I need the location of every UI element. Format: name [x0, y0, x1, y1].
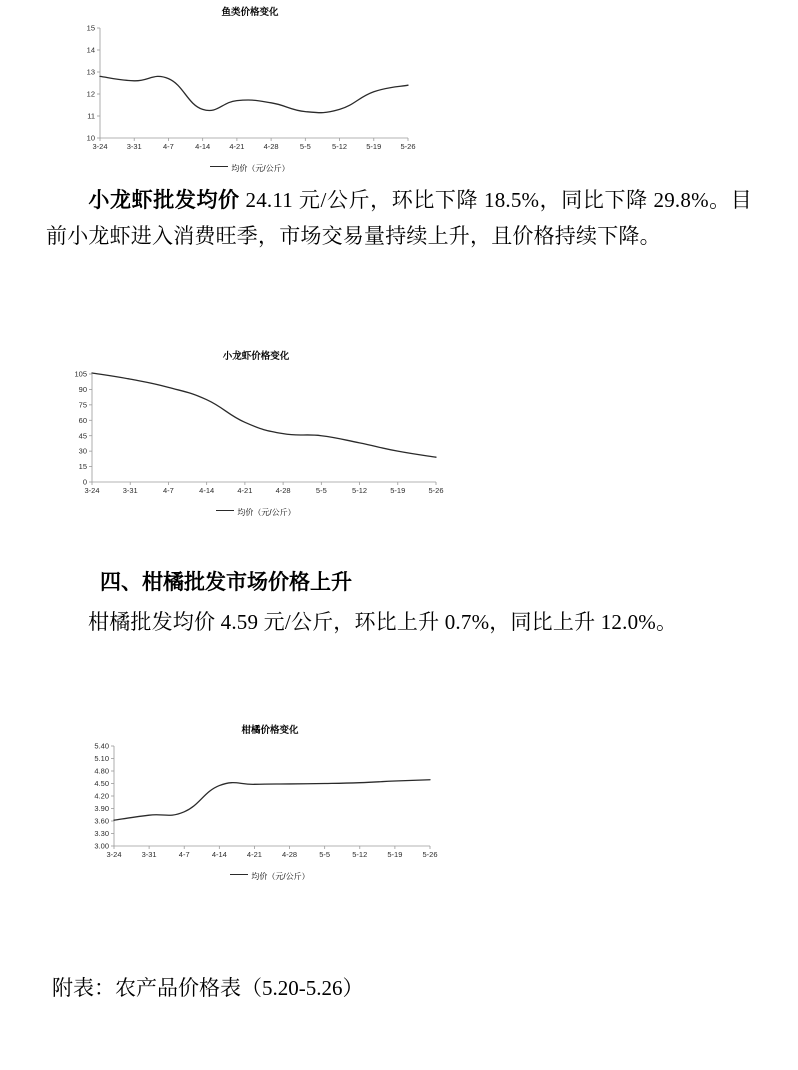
svg-text:3-24: 3-24 — [92, 142, 108, 151]
svg-text:12: 12 — [86, 89, 95, 99]
chart-legend — [46, 507, 466, 518]
paragraph-crayfish — [46, 182, 752, 254]
svg-text:5-26: 5-26 — [422, 850, 438, 859]
svg-text:90: 90 — [78, 385, 87, 395]
svg-text:4-14: 4-14 — [211, 850, 227, 859]
legend-line-swatch — [210, 166, 228, 167]
chart-citrus-price — [70, 722, 470, 882]
chart-plot-area — [46, 364, 466, 504]
svg-text:75: 75 — [78, 400, 87, 410]
svg-text:3-24: 3-24 — [84, 486, 100, 495]
chart-crayfish-price — [46, 348, 466, 518]
legend-label: 均价（元/公斤） — [237, 508, 296, 517]
svg-text:5-5: 5-5 — [319, 850, 331, 859]
chart-legend — [60, 163, 440, 174]
legend-label: 均价（元/公斤） — [231, 164, 290, 173]
svg-text:5-5: 5-5 — [299, 142, 311, 151]
svg-text:45: 45 — [78, 431, 87, 441]
svg-text:3.30: 3.30 — [94, 829, 109, 839]
svg-text:14: 14 — [86, 45, 95, 55]
chart-svg — [46, 364, 466, 504]
legend-label: 均价（元/公斤） — [251, 872, 310, 881]
svg-text:4-7: 4-7 — [178, 850, 190, 859]
paragraph-body-crayfish: 24.11 元/公斤，环比下降 18.5%，同比下降 29.8%。目前小龙虾进入消费旺季，市场交易量持续上升，且价格持续下降。 — [46, 188, 752, 248]
svg-text:4-28: 4-28 — [282, 850, 298, 859]
svg-text:4-21: 4-21 — [246, 850, 262, 859]
svg-text:5.10: 5.10 — [94, 754, 109, 764]
chart-title: 柑橘价格变化 — [241, 725, 299, 736]
svg-text:5-5: 5-5 — [315, 486, 327, 495]
attachment-note: 附表：农产品价格表（5.20-5.26） — [52, 976, 364, 1000]
svg-text:5.40: 5.40 — [94, 741, 109, 751]
svg-text:15: 15 — [86, 23, 95, 33]
svg-text:4-7: 4-7 — [163, 142, 174, 151]
svg-text:4.20: 4.20 — [94, 791, 109, 801]
svg-text:4-21: 4-21 — [229, 142, 245, 151]
chart-svg — [70, 738, 470, 868]
svg-text:5-19: 5-19 — [390, 486, 406, 495]
chart-svg — [60, 20, 440, 160]
svg-text:4-14: 4-14 — [199, 486, 215, 495]
series-line-crayfish — [92, 373, 436, 457]
svg-text:4-28: 4-28 — [263, 142, 279, 151]
svg-text:4-28: 4-28 — [275, 486, 291, 495]
svg-text:3-31: 3-31 — [126, 142, 142, 151]
svg-text:3-24: 3-24 — [106, 850, 122, 859]
chart-fish-price — [60, 4, 440, 174]
svg-text:5-12: 5-12 — [352, 850, 368, 859]
svg-text:4-21: 4-21 — [237, 486, 253, 495]
svg-text:5-12: 5-12 — [352, 486, 368, 495]
svg-text:105: 105 — [74, 369, 87, 379]
legend-line-swatch — [230, 874, 248, 875]
svg-text:3.60: 3.60 — [94, 816, 109, 826]
svg-text:5-19: 5-19 — [366, 142, 382, 151]
svg-text:3.00: 3.00 — [94, 841, 109, 851]
svg-text:5-19: 5-19 — [387, 850, 403, 859]
svg-text:0: 0 — [82, 477, 87, 487]
svg-text:11: 11 — [87, 111, 95, 121]
svg-text:5-26: 5-26 — [400, 142, 416, 151]
svg-text:4.80: 4.80 — [94, 766, 109, 776]
svg-text:3-31: 3-31 — [122, 486, 138, 495]
paragraph-lead-crayfish: 小龙虾批发均价 — [88, 188, 240, 212]
chart-title: 鱼类价格变化 — [221, 7, 279, 18]
svg-text:30: 30 — [78, 446, 87, 456]
paragraph-citrus — [46, 604, 752, 640]
chart-plot-area — [60, 20, 440, 160]
chart-title: 小龙虾价格变化 — [222, 351, 290, 362]
svg-text:4-7: 4-7 — [163, 486, 174, 495]
svg-text:3-31: 3-31 — [141, 850, 157, 859]
svg-text:5-12: 5-12 — [332, 142, 348, 151]
svg-text:10: 10 — [86, 133, 95, 143]
svg-text:3.90: 3.90 — [94, 804, 109, 814]
section-heading-citrus: 四、柑橘批发市场价格上升 — [100, 570, 352, 594]
svg-text:5-26: 5-26 — [428, 486, 444, 495]
svg-text:4.50: 4.50 — [94, 779, 109, 789]
chart-legend — [70, 871, 470, 882]
svg-text:15: 15 — [78, 462, 87, 472]
series-line-fish — [100, 76, 408, 112]
legend-line-swatch — [216, 510, 234, 511]
svg-text:60: 60 — [78, 415, 87, 425]
paragraph-body-citrus: 柑橘批发均价 4.59 元/公斤，环比上升 0.7%，同比上升 12.0%。 — [88, 610, 678, 634]
series-line-citrus — [114, 780, 430, 820]
svg-text:4-14: 4-14 — [195, 142, 211, 151]
chart-plot-area — [70, 738, 470, 868]
svg-text:13: 13 — [86, 67, 95, 77]
